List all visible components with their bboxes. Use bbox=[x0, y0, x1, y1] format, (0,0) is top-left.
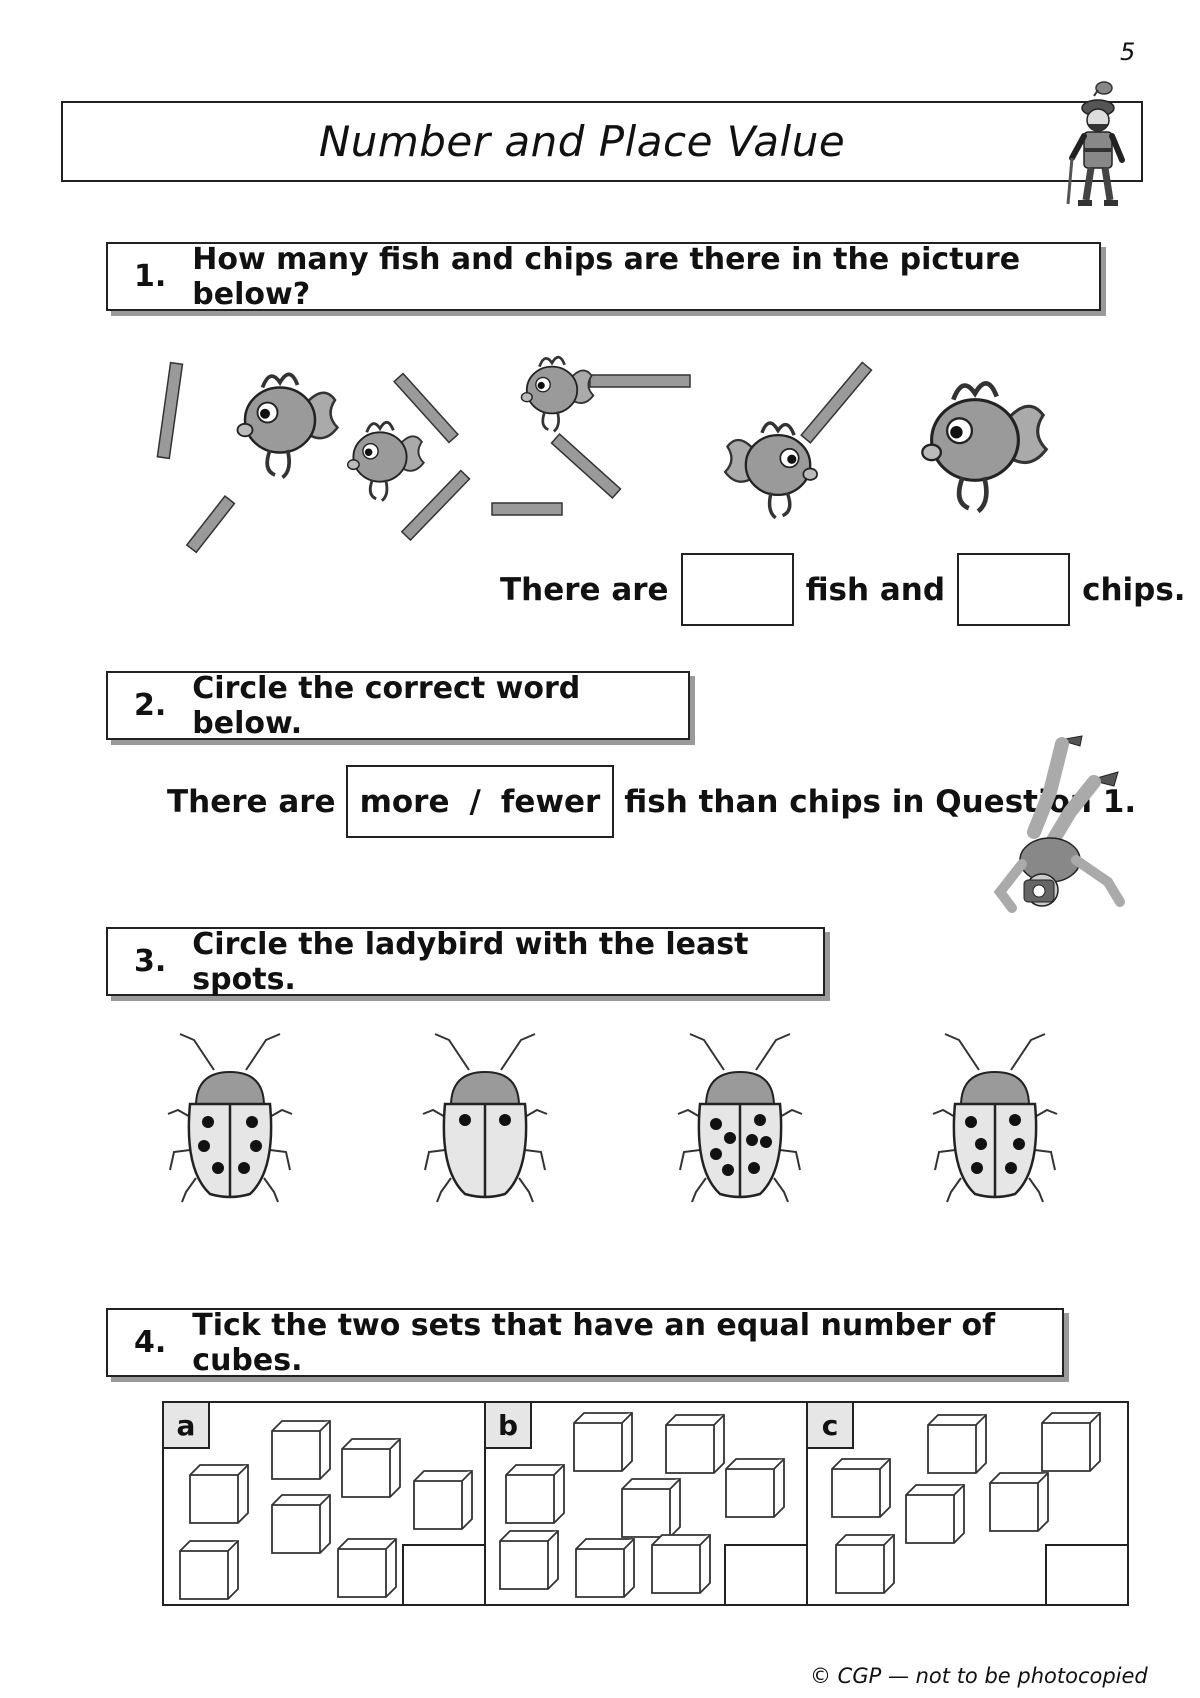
question-1-box bbox=[106, 242, 1101, 311]
tick-box-b[interactable] bbox=[724, 1544, 806, 1604]
fish-and-chips-picture bbox=[150, 345, 1100, 555]
cube-sets-table bbox=[162, 1401, 1129, 1606]
question-2-box bbox=[106, 671, 690, 740]
page-number: 5 bbox=[1120, 38, 1136, 66]
choice-more[interactable]: more bbox=[359, 783, 450, 820]
question-3-number: 3. bbox=[134, 944, 167, 979]
question-2-number: 2. bbox=[134, 688, 167, 723]
set-label-a: a bbox=[164, 1403, 210, 1449]
question-4-text: Tick the two sets that have an equal number of cubes. bbox=[192, 1307, 996, 1378]
q2-suffix: fish than chips in Question 1. bbox=[624, 783, 1137, 820]
question-3-text: Circle the ladybird with the least spots. bbox=[192, 926, 749, 997]
fish-count-input[interactable] bbox=[681, 553, 794, 626]
question-1-number: 1. bbox=[134, 259, 167, 294]
ladybird-row bbox=[150, 1030, 1090, 1220]
title-bar bbox=[61, 101, 1143, 182]
question-1-text: How many fish and chips are there in the picture below? bbox=[192, 241, 1021, 312]
word-choice-box bbox=[346, 765, 615, 838]
tick-box-a[interactable] bbox=[402, 1544, 484, 1604]
choice-separator: / bbox=[469, 783, 481, 820]
page-title: Number and Place Value bbox=[318, 117, 846, 166]
ladybird-3 bbox=[678, 1034, 802, 1202]
tick-box-c[interactable] bbox=[1045, 1544, 1127, 1604]
question-4-box bbox=[106, 1308, 1064, 1377]
choice-fewer[interactable]: fewer bbox=[500, 783, 601, 820]
question-4-number: 4. bbox=[134, 1325, 167, 1360]
diver-icon bbox=[990, 732, 1130, 922]
question-2-text: Circle the correct word below. bbox=[192, 670, 581, 741]
pirate-icon bbox=[1058, 78, 1138, 213]
ladybird-1 bbox=[168, 1034, 292, 1202]
ladybird-4 bbox=[933, 1034, 1057, 1202]
question-1-answer-line bbox=[500, 553, 1186, 626]
set-label-b: b bbox=[486, 1403, 532, 1449]
copyright-footer: © CGP — not to be photocopied bbox=[810, 1664, 1148, 1688]
cube-set-b bbox=[486, 1403, 808, 1604]
chips-count-input[interactable] bbox=[957, 553, 1070, 626]
answer-middle: fish and bbox=[805, 571, 946, 608]
ladybird-2 bbox=[423, 1034, 547, 1202]
answer-suffix: chips. bbox=[1082, 571, 1186, 608]
q2-prefix: There are bbox=[167, 783, 336, 820]
cube-set-c bbox=[808, 1403, 1127, 1604]
set-label-c: c bbox=[808, 1403, 854, 1449]
question-3-box bbox=[106, 927, 825, 996]
answer-prefix: There are bbox=[500, 571, 669, 608]
cube-set-a bbox=[164, 1403, 486, 1604]
